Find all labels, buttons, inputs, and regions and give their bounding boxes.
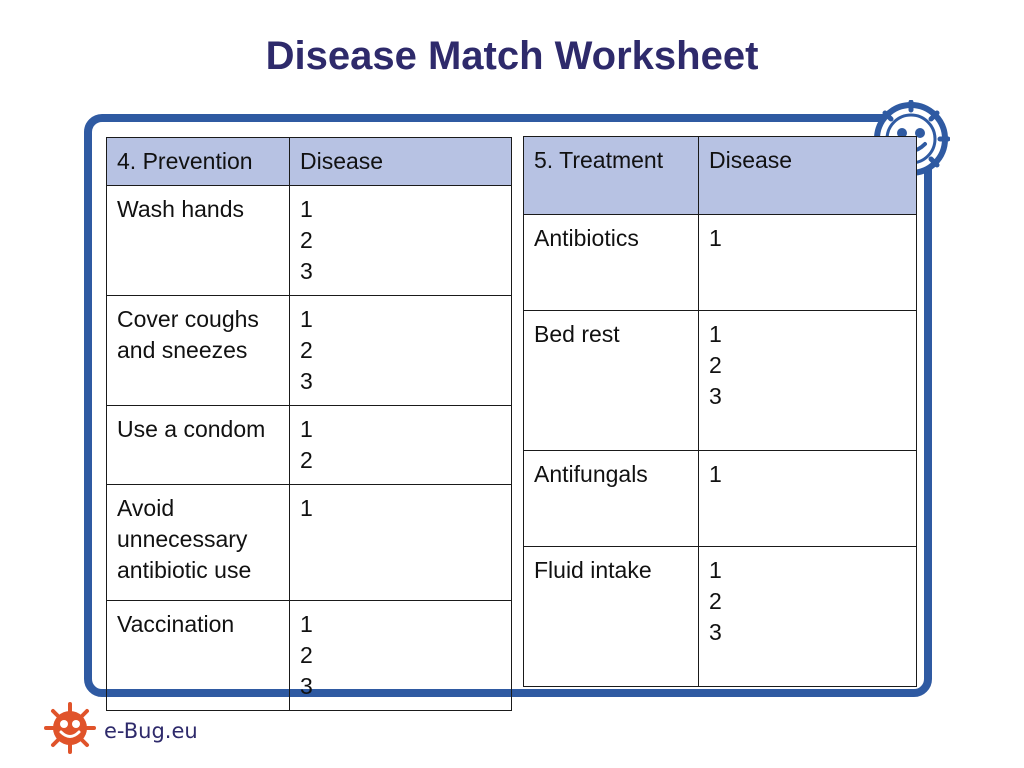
disease-header: Disease (290, 138, 512, 186)
disease-numbers (290, 406, 512, 485)
table-row (107, 296, 512, 406)
disease-numbers (699, 311, 917, 451)
table-row (524, 215, 917, 311)
disease-number: 1 (709, 321, 722, 347)
disease-number: 1 (300, 306, 313, 332)
disease-number: 1 (300, 416, 313, 442)
table-header-row (107, 138, 512, 186)
treatment-table (523, 136, 917, 687)
treatment-label: Bed rest (524, 311, 699, 451)
disease-numbers (699, 215, 917, 311)
disease-number: 2 (300, 337, 313, 363)
treatment-label: Antibiotics (524, 215, 699, 311)
disease-number: 3 (709, 619, 722, 645)
table-row (107, 186, 512, 296)
prevention-label: Vaccination (107, 601, 290, 711)
treatment-label: Antifungals (524, 451, 699, 547)
disease-number: 1 (709, 461, 722, 487)
disease-number: 3 (300, 368, 313, 394)
disease-numbers (290, 296, 512, 406)
disease-number: 2 (300, 447, 313, 473)
table-header-row (524, 137, 917, 215)
table-row (524, 547, 917, 687)
disease-number: 1 (300, 196, 313, 222)
prevention-table (106, 137, 512, 711)
prevention-label: Avoid unnecessary antibiotic use (107, 485, 290, 601)
prevention-label: Cover coughs and sneezes (107, 296, 290, 406)
table-row (524, 311, 917, 451)
disease-number: 2 (709, 352, 722, 378)
disease-number: 3 (709, 383, 722, 409)
page-title: Disease Match Worksheet (265, 34, 759, 78)
disease-numbers (699, 547, 917, 687)
footer-site-label: e-Bug.eu (104, 719, 198, 743)
table-row (107, 406, 512, 485)
ebug-logo-icon (44, 702, 96, 754)
table-row (107, 601, 512, 711)
disease-number: 2 (300, 642, 313, 668)
table-row (524, 451, 917, 547)
disease-number: 3 (300, 258, 313, 284)
treatment-header: 5. Treatment (524, 137, 699, 215)
prevention-label: Use a condom (107, 406, 290, 485)
disease-number: 2 (300, 227, 313, 253)
disease-header: Disease (699, 137, 917, 215)
prevention-header: 4. Prevention (107, 138, 290, 186)
disease-number: 3 (300, 673, 313, 699)
treatment-label: Fluid intake (524, 547, 699, 687)
prevention-label: Wash hands (107, 186, 290, 296)
disease-numbers (290, 485, 512, 601)
disease-number: 1 (300, 611, 313, 637)
disease-number: 2 (709, 588, 722, 614)
disease-numbers (290, 186, 512, 296)
disease-numbers (290, 601, 512, 711)
table-row (107, 485, 512, 601)
disease-number: 1 (709, 557, 722, 583)
disease-number: 1 (300, 495, 313, 521)
disease-numbers (699, 451, 917, 547)
disease-number: 1 (709, 225, 722, 251)
